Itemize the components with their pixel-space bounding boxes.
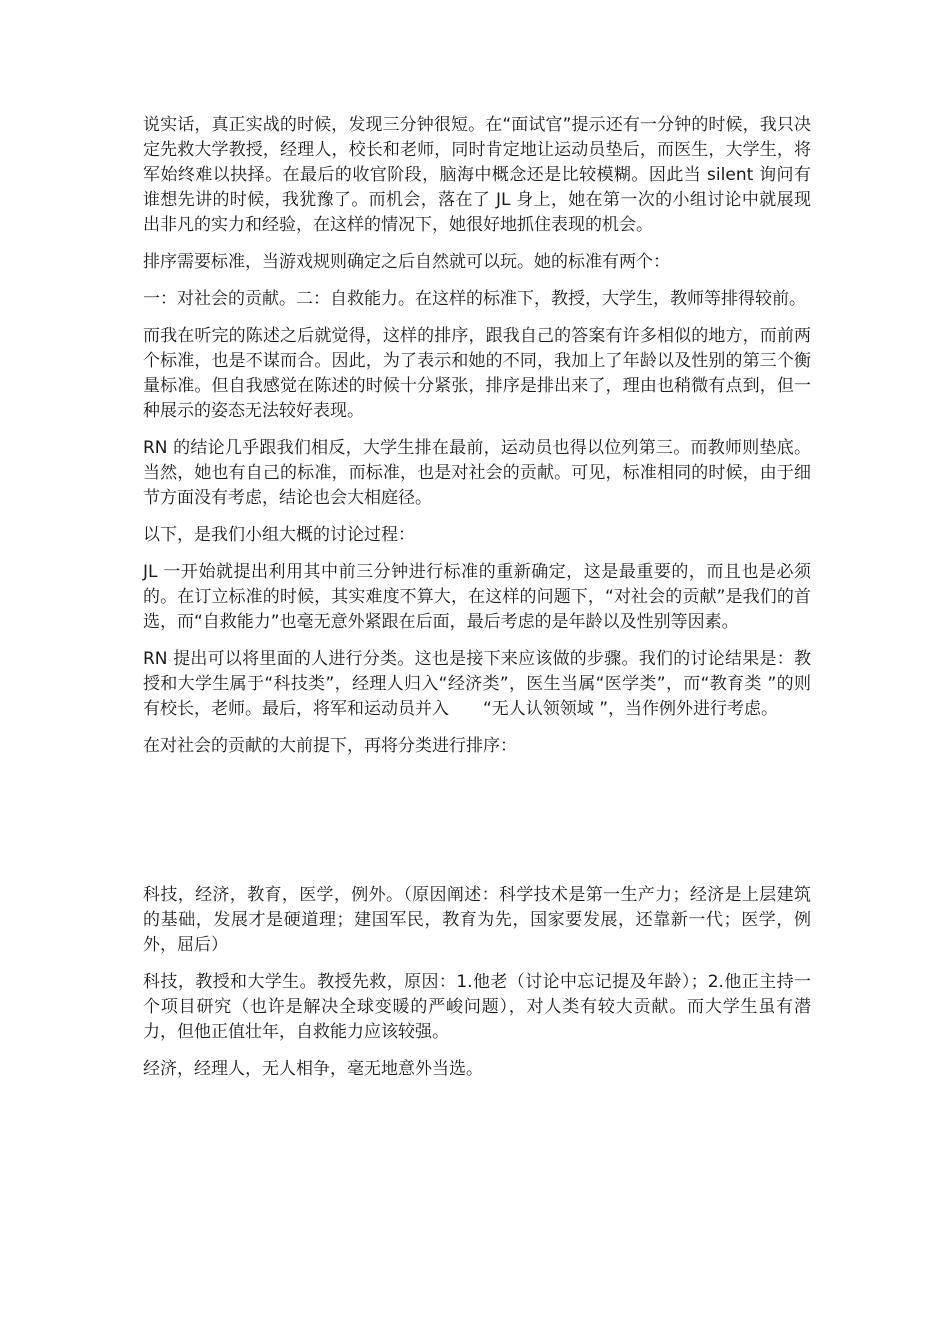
paragraph-category-order: 科技，经济，教育，医学，例外。（原因阐述：科学技术是第一生产力；经济是上层建筑的基础，发展才是硬道理；建国军民，教育为先，国家要发展，还靠新一代；医学，例外，屈后） [143, 885, 811, 955]
paragraph-tech-category: 科技，教授和大学生。教授先救，原因：1.他老（讨论中忘记提及年龄）；2.他正主持一个项目研究（也许是解决全球变暖的严峻问题），对人类有较大贡献。而大学生虽有潜力，但他正值壮年，自救能力应该较强。 [143, 972, 811, 1042]
paragraph-rn-conclusion: RN 的结论几乎跟我们相反，大学生排在最前，运动员也得以位列第三。而教师则垫底。当然，她也有自己的标准，而标准，也是对社会的贡献。可见，标准相同的时候，由于细节方面没有考虑，结论也会大相庭径。 [143, 438, 811, 508]
paragraph-discussion-intro: 以下，是我们小组大概的讨论过程： [143, 525, 415, 545]
paragraph-my-response: 而我在听完的陈述之后就觉得，这样的排序，跟我自己的答案有许多相似的地方，而前两个标准，也是不谋而合。因此，为了表示和她的不同，我加上了年龄以及性别的第三个衡量标准。但自我感觉在陈述的时候十分紧张，排序是排出来了，理由也稍微有点到，但一种展示的姿态无法较好表现。 [143, 326, 811, 421]
blank-space [143, 771, 811, 883]
paragraph-rn-classification: RN 提出可以将里面的人进行分类。这也是接下来应该做的步骤。我们的讨论结果是：教授和大学生属于“科技类”，经理人归入“经济类”，医生当属“医学类”，而“教育类 ”的则有校长，老师。最后，将军和运动员并入 “无人认领领域 ”，当作例外进行考虑。 [143, 649, 811, 719]
paragraph-jl-proposal: JL 一开始就提出利用其中前三分钟进行标准的重新确定，这是最重要的，而且也是必须的。在订立标准的时候，其实难度不算大，在这样的问题下，“对社会的贡献”是我们的首选，而“自救能力”也毫无意外紧跟在后面，最后考虑的是年龄以及性别等因素。 [143, 562, 811, 632]
document-body [143, 113, 811, 1094]
paragraph-sorting-premise: 在对社会的贡献的大前提下，再将分类进行排序： [143, 736, 517, 756]
paragraph-standards: 一：对社会的贡献。二：自救能力。在这样的标准下，教授，大学生，教师等排得较前。 [143, 289, 806, 309]
paragraph-economy-category: 经济，经理人，无人相争，毫无地意外当选。 [143, 1059, 483, 1079]
paragraph-intro: 说实话，真正实战的时候，发现三分钟很短。在“面试官”提示还有一分钟的时候，我只决定先救大学教授，经理人，校长和老师，同时肯定地让运动员垫后，而医生，大学生，将军始终难以抉择。在最后的收官阶段，脑海中概念还是比较模糊。因此当 silent 询问有谁想先讲的时候，我犹豫了。而机会，落在了 JL 身上，她在第一次的小组讨论中就展现出非凡的实力和经验，在这样的情况下，她很好地抓住表现的机会。 [143, 115, 811, 235]
paragraph-standard-intro: 排序需要标准，当游戏规则确定之后自然就可以玩。她的标准有两个： [143, 252, 670, 272]
